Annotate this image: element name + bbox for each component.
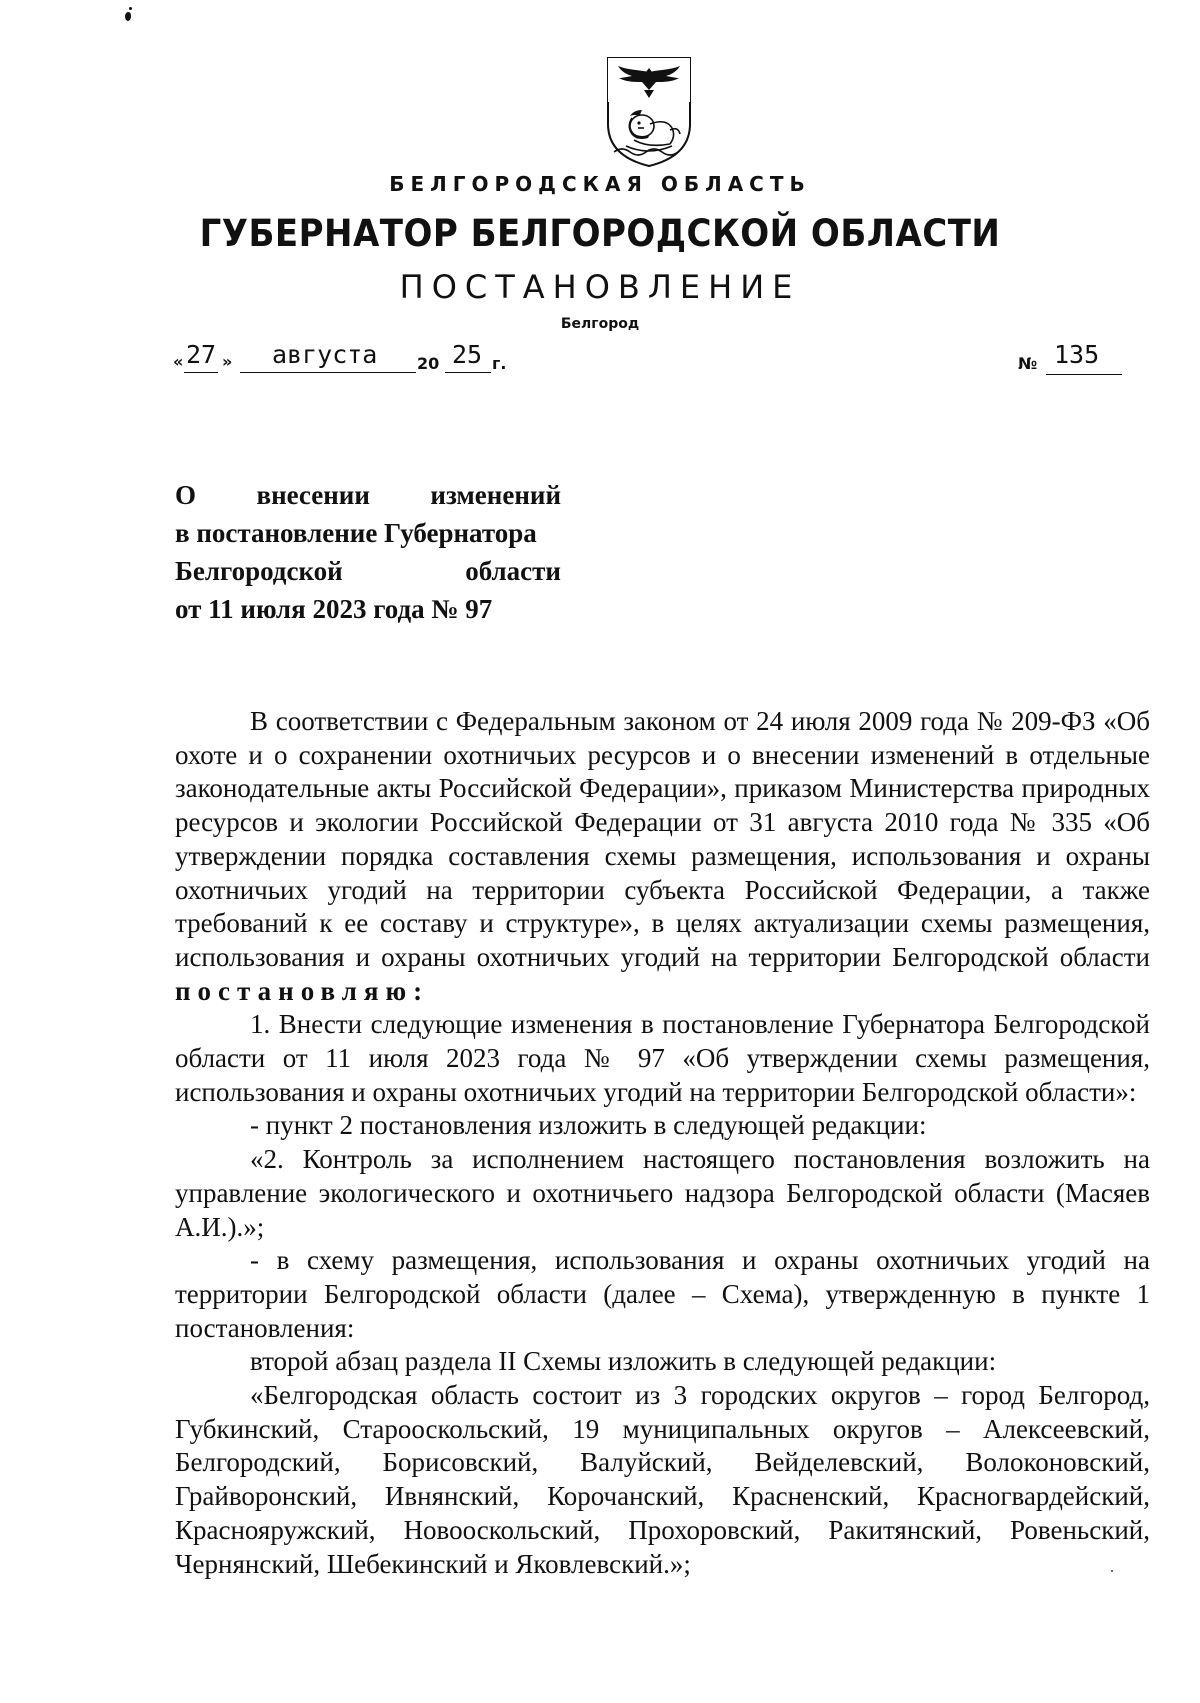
document-number: 135 <box>1054 340 1100 369</box>
title-line: в постановление Губернатора <box>175 518 537 548</box>
date-year-abbr: г. <box>492 354 507 373</box>
item-1-paragraph: 1. Внести следующие изменения в постановление Губернатора Белгородской области от 11 июля 2023 года № 97 «Об утверждении схемы размещения, использования и охраны охотничьих угодий на территории Белгородской области»: <box>175 1009 1150 1107</box>
preamble-paragraph <box>175 705 1150 1008</box>
scan-speck <box>125 12 131 21</box>
date-open-quote: « <box>173 352 184 371</box>
title-line: от 11 июля 2023 года № 97 <box>175 594 493 624</box>
date-month: августа <box>272 340 378 369</box>
resolve-colon: : <box>413 975 423 1006</box>
subitem-paragraph: второй абзац раздела II Схемы изложить в следующей редакции: <box>250 1346 997 1377</box>
document-number-underline <box>1046 374 1122 375</box>
quoted-paragraph: «2. Контроль за исполнением настоящего постановления возложить на управление экологического и охотничьего надзора Белгородской области (Масяев А.И.).»; <box>175 1144 1150 1242</box>
number-sign: № <box>1018 354 1038 373</box>
resolve-word: постановляю <box>175 975 414 1006</box>
document-body <box>175 705 1150 1581</box>
city-name: Белгород <box>560 316 640 332</box>
date-month-underline <box>240 372 416 373</box>
quoted-paragraph: «Белгородская область состоит из 3 городских округов – город Белгород, Губкинский, Старооскольский, 19 муниципальных округов – Алексеевский, Белгородский, Борисовский, Валуйский, Вейделевский, Волоконовский, Грайворонский, Ивнянский, Корочанский, Красненский, Красногвардейский, Краснояружский, Новооскольский, Прохоровский, Ракитянский, Ровеньский, Чернянский, Шебекинский и Яковлевский.»; <box>175 1380 1150 1579</box>
belgorod-coat-of-arms-icon <box>604 56 694 168</box>
document-type: ПОСТАНОВЛЕНИЕ <box>399 268 801 306</box>
scan-speck <box>1111 1570 1113 1572</box>
region-name: БЕЛГОРОДСКАЯ ОБЛАСТЬ <box>389 172 811 196</box>
date-day-underline <box>184 372 218 373</box>
subitem-paragraph: - в схему размещения, использования и охраны охотничьих угодий на территории Белгородской области (далее – Схема), утвержденную в пункте 1 постановления: <box>175 1245 1150 1343</box>
title-line: Белгородской области <box>175 556 561 586</box>
authority-title: ГУБЕРНАТОР БЕЛГОРОДСКОЙ ОБЛАСТИ <box>199 212 1001 255</box>
preamble-text: В соответствии с Федеральным законом от 24 июля 2009 года № 209-ФЗ «Об охоте и о сохранении охотничьих ресурсов и о внесении изменений в отдельные законодательные акты Российской Федерации», приказом Министерства природных ресурсов и экологии Российской Федерации от 31 августа 2010 года № 335 «Об утверждении порядка составления схемы размещения, использования и охраны охотничьих угодий на территории субъекта Российской Федерации, а также требований к ее составу и структуре», в целях актуализации схемы размещения, использования и охраны охотничьих угодий на территории Белгородской области <box>175 706 1150 972</box>
date-year-prefix: 20 <box>417 354 440 373</box>
date-year-underline <box>445 372 491 373</box>
title-line: О внесении изменений <box>175 480 561 510</box>
scan-speck <box>129 7 132 10</box>
date-day: 27 <box>186 340 217 369</box>
subitem-paragraph: - пункт 2 постановления изложить в следующей редакции: <box>250 1110 927 1141</box>
date-close-quote: » <box>222 352 233 371</box>
document-title <box>175 476 561 628</box>
date-year-suffix: 25 <box>452 340 483 369</box>
